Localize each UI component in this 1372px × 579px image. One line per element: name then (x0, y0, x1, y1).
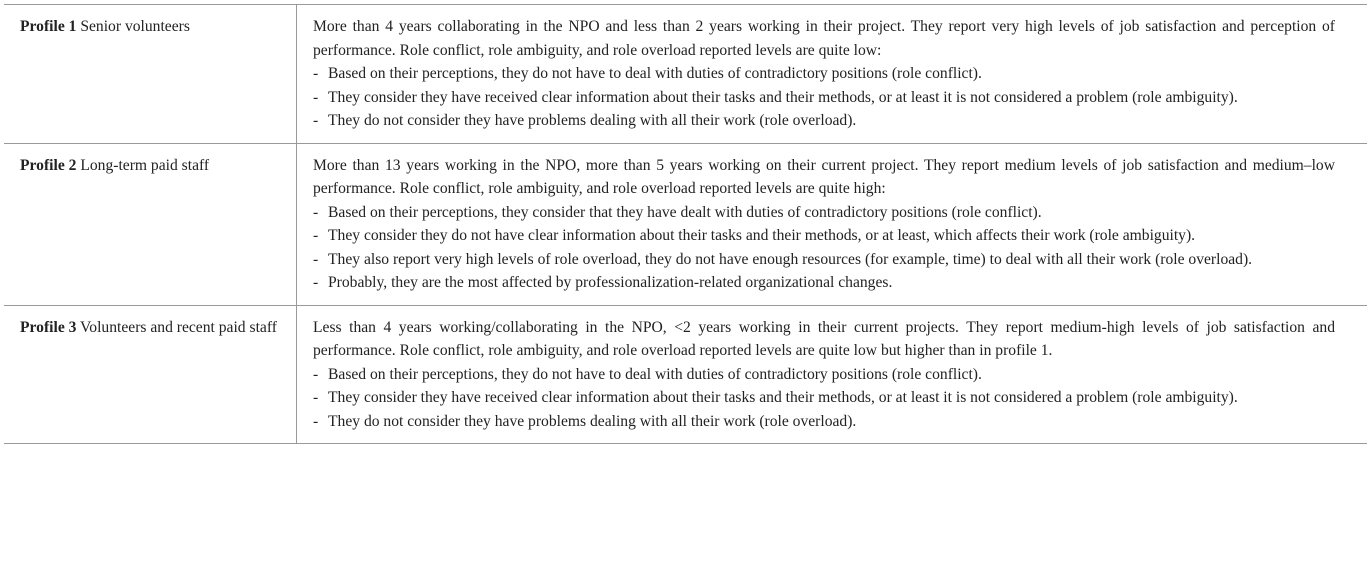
profile-description-cell (297, 305, 1368, 444)
list-item: - They also report very high levels of role overload, they do not have enough resources (for example, time) to deal with all their work (role overload). (313, 248, 1335, 272)
table-row (4, 305, 1367, 444)
profile-bullet-list (313, 62, 1335, 133)
profile-name: Volunteers and recent paid staff (76, 318, 277, 336)
list-item: - Based on their perceptions, they do not have to deal with duties of contradictory positions (role conflict). (313, 62, 1335, 86)
profile-bullet-list (313, 363, 1335, 434)
list-item: - Based on their perceptions, they consider that they have dealt with duties of contradictory positions (role conflict). (313, 201, 1335, 225)
list-item: - They do not consider they have problems dealing with all their work (role overload). (313, 109, 1335, 133)
table-row (4, 5, 1367, 144)
profile-number: Profile 3 (20, 318, 77, 336)
profile-bullet-list (313, 201, 1335, 295)
profile-name: Senior volunteers (76, 18, 190, 35)
profile-description: More than 13 years working in the NPO, more than 5 years working on their current project. They report medium levels of job satisfaction and medium–low performance. Role conflict, role ambiguity, and role overload reported levels are quite high: (313, 156, 1335, 197)
list-item: - They consider they have received clear information about their tasks and their methods, or at least it is not considered a problem (role ambiguity). (313, 86, 1335, 110)
profile-label-cell (4, 5, 297, 144)
profile-description-cell (297, 5, 1368, 144)
profile-description: More than 4 years collaborating in the NPO and less than 2 years working in their project. They report very high levels of job satisfaction and perception of performance. Role conflict, role ambiguity, and role overload reported levels are quite low: (313, 18, 1335, 59)
profile-number: Profile 1 (20, 18, 77, 35)
profiles-table (4, 4, 1367, 444)
profile-description-cell (297, 143, 1368, 305)
list-item: - They do not consider they have problems dealing with all their work (role overload). (313, 410, 1335, 434)
profile-label-cell (4, 143, 297, 305)
profile-label-cell (4, 305, 297, 444)
profile-name: Long-term paid staff (76, 156, 210, 174)
list-item: - Based on their perceptions, they do not have to deal with duties of contradictory positions (role conflict). (313, 363, 1335, 387)
list-item: - They consider they have received clear information about their tasks and their methods, or at least it is not considered a problem (role ambiguity). (313, 386, 1335, 410)
list-item: - They consider they do not have clear information about their tasks and their methods, or at least, which affects their work (role ambiguity). (313, 224, 1335, 248)
profile-description: Less than 4 years working/collaborating in the NPO, <2 years working in their current projects. They report medium-high levels of job satisfaction and performance. Role conflict, role ambiguity, and role overload reported levels are quite low but higher than in profile 1. (313, 318, 1335, 359)
table-row (4, 143, 1367, 305)
list-item: - Probably, they are the most affected by professionalization-related organizational changes. (313, 271, 1335, 295)
profile-number: Profile 2 (20, 156, 77, 174)
